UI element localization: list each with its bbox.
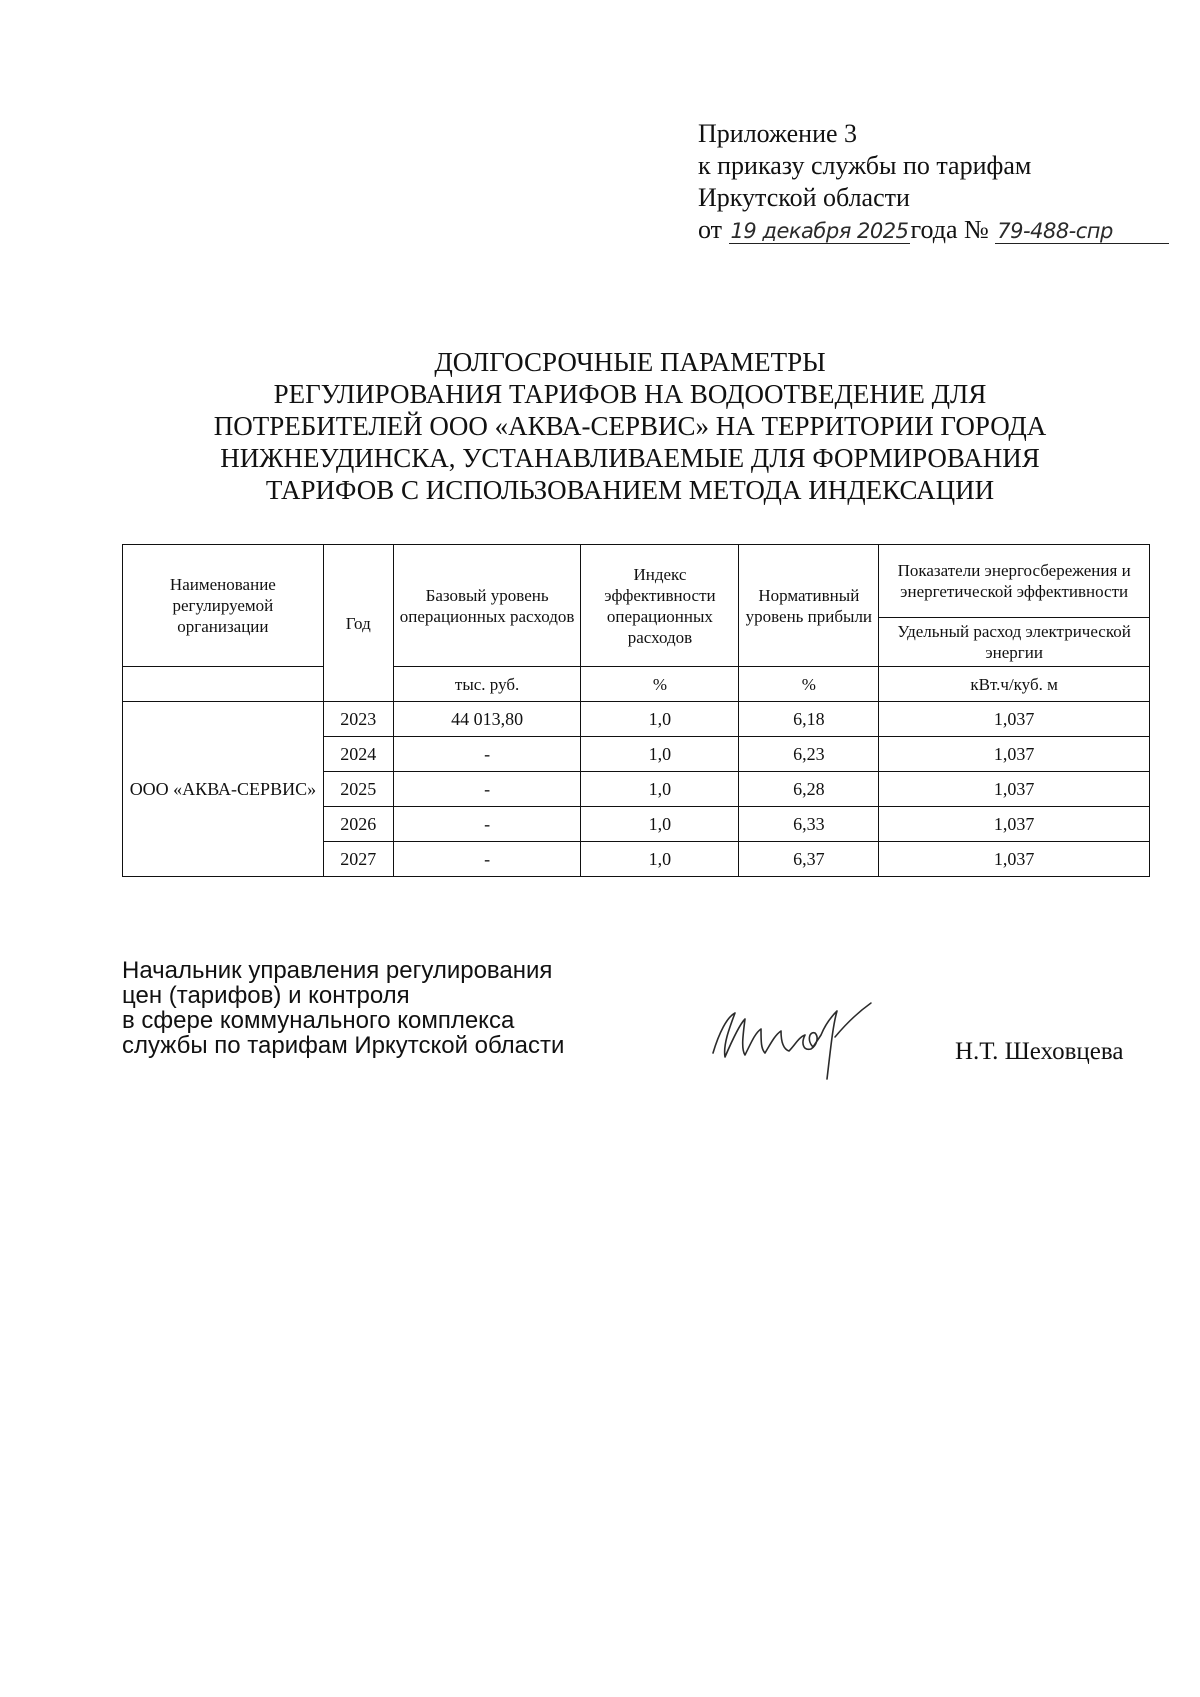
handwritten-order-number: 79-488-спр [995,219,1169,244]
header-profit-level: Нормативный уровень прибыли [739,545,879,667]
title-line-3: ПОТРЕБИТЕЛЕЙ ООО «АКВА-СЕРВИС» НА ТЕРРИТОРИИ ГОРОДА [213,411,1047,441]
appendix-line-4 [698,214,1169,246]
cell-profit: 6,28 [739,772,879,807]
appendix-prefix: от [698,215,723,244]
signature-flourish [835,1003,871,1037]
handwritten-signature [705,995,905,1085]
unit-profit-level: % [739,667,879,702]
cell-base-cost: - [393,807,581,842]
unit-energy-specific: кВт.ч/куб. м [879,667,1150,702]
organization-name: ООО «АКВА-СЕРВИС» [123,702,324,877]
title-line-5: ТАРИФОВ С ИСПОЛЬЗОВАНИЕМ МЕТОДА ИНДЕКСАЦИИ [265,475,995,505]
unit-base-cost: тыс. руб. [393,667,581,702]
cell-year: 2026 [323,807,393,842]
title-line-2: РЕГУЛИРОВАНИЯ ТАРИФОВ НА ВОДООТВЕДЕНИЕ ДЛЯ [273,379,987,409]
table-row [123,702,1150,737]
cell-profit: 6,18 [739,702,879,737]
cell-year: 2025 [323,772,393,807]
cell-base-cost: - [393,772,581,807]
cell-base-cost: - [393,737,581,772]
cell-energy: 1,037 [879,772,1150,807]
signer-position-line-1: Начальник управления регулирования [122,957,553,984]
cell-profit: 6,33 [739,807,879,842]
cell-index: 1,0 [581,772,739,807]
title-line-1: ДОЛГОСРОЧНЫЕ ПАРАМЕТРЫ [434,347,826,377]
cell-year: 2024 [323,737,393,772]
signer-position-line-4: службы по тарифам Иркутской области [122,1032,565,1059]
cell-energy: 1,037 [879,737,1150,772]
parameters-table [122,544,1150,877]
document-title [160,346,1100,506]
unit-org-empty [123,667,324,702]
cell-index: 1,0 [581,737,739,772]
cell-year: 2027 [323,842,393,877]
cell-index: 1,0 [581,807,739,842]
appendix-line-2: к приказу службы по тарифам [698,151,1032,180]
header-base-cost: Базовый уровень операционных расходов [393,545,581,667]
title-line-4: НИЖНЕУДИНСКА, УСТАНАВЛИВАЕМЫЕ ДЛЯ ФОРМИРОВАНИЯ [220,443,1040,473]
cell-energy: 1,037 [879,842,1150,877]
cell-base-cost: 44 013,80 [393,702,581,737]
signer-position [122,958,564,1058]
handwritten-date: 19 декабря 2025 [730,219,909,243]
unit-efficiency-index: % [581,667,739,702]
signer-name: Н.Т. Шеховцева [955,1038,1124,1065]
appendix-middle: года № [910,215,989,244]
header-year: Год [323,545,393,702]
header-energy-group: Показатели энергосбережения и энергетической эффективности [879,545,1150,618]
table-header-row [123,545,1150,618]
signature-stroke [713,1011,837,1079]
header-org: Наименование регулируемой организации [123,545,324,667]
cell-profit: 6,23 [739,737,879,772]
appendix-line-3: Иркутской области [698,183,910,212]
signer-position-line-2: цен (тарифов) и контроля [122,982,410,1009]
header-energy-specific: Удельный расход электрической энергии [879,618,1150,667]
cell-profit: 6,37 [739,842,879,877]
cell-base-cost: - [393,842,581,877]
cell-index: 1,0 [581,842,739,877]
header-efficiency-index: Индекс эффективности операционных расходов [581,545,739,667]
cell-index: 1,0 [581,702,739,737]
appendix-header [698,118,1169,246]
cell-energy: 1,037 [879,702,1150,737]
table-units-row [123,667,1150,702]
cell-energy: 1,037 [879,807,1150,842]
cell-year: 2023 [323,702,393,737]
appendix-line-1: Приложение 3 [698,119,858,148]
signer-position-line-3: в сфере коммунального комплекса [122,1007,515,1034]
